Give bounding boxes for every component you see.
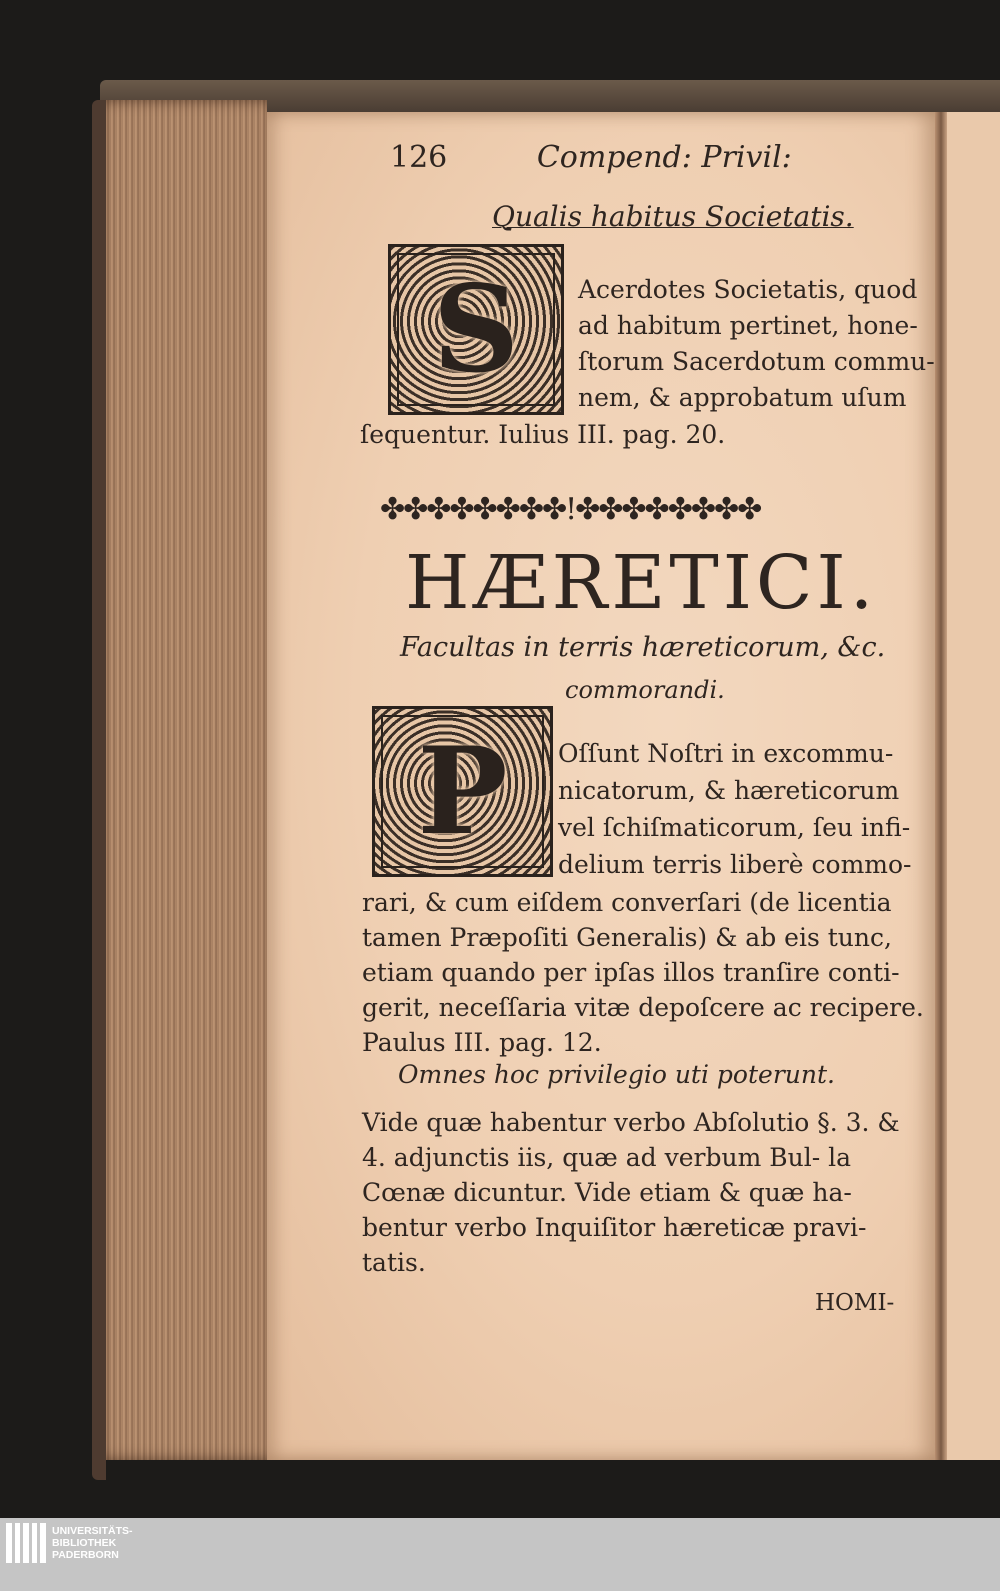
initial-letter: S bbox=[432, 259, 520, 400]
library-logo-icon bbox=[6, 1523, 46, 1563]
text-line: etiam quando per ipſas illos tranſire conti- bbox=[362, 958, 900, 987]
paragraph-habitus-last-line: ſequentur. Iulius III. pag. 20. bbox=[360, 420, 726, 449]
text-line: Vide quæ habentur verbo Abſolutio §. bbox=[362, 1108, 838, 1137]
privilege-note: Omnes hoc privilegio uti poterunt. bbox=[398, 1060, 835, 1089]
text-line: Acerdotes Societatis, quod bbox=[578, 275, 918, 304]
book-gutter bbox=[935, 112, 947, 1460]
ornamental-band: ✤✤✤✤✤✤✤✤!✤✤✤✤✤✤✤✤ bbox=[380, 492, 761, 527]
paragraph-vide bbox=[362, 1105, 912, 1280]
text-line: tatis. bbox=[362, 1248, 426, 1277]
running-title: Compend: Privil: bbox=[536, 140, 792, 175]
text-line: Oſſunt Noſtri in excommu- bbox=[558, 739, 894, 768]
decorated-initial-p bbox=[372, 706, 553, 877]
section-title: Qualis habitus Societatis. bbox=[492, 200, 854, 233]
library-logo-text: UNIVERSITÄTS- BIBLIOTHEK PADERBORN bbox=[52, 1525, 133, 1561]
page-edges bbox=[92, 100, 267, 1460]
decorated-initial-s bbox=[388, 244, 564, 415]
text-line: ad habitum pertinet, hone- bbox=[578, 311, 918, 340]
text-line: delium terris liberè commo- bbox=[558, 850, 912, 879]
text-line: gerit, neceſſaria vitæ depoſcere ac recipere. bbox=[362, 993, 924, 1022]
text-line: la Cœnæ dicuntur. Vide etiam & quæ ha- bbox=[362, 1143, 852, 1207]
paragraph-habitus bbox=[578, 272, 935, 416]
text-line: 3. & 4. adjunctis iis, quæ ad verbum Bul- bbox=[362, 1108, 900, 1172]
facing-page-edge bbox=[947, 112, 1000, 1460]
text-line: vel ſchiſmaticorum, ſeu infi- bbox=[558, 813, 911, 842]
section-heading: HÆRETICI. bbox=[405, 540, 878, 626]
initial-letter: P bbox=[417, 721, 508, 862]
page-number: 126 bbox=[390, 140, 448, 175]
subheading-line-2: commorandi. bbox=[565, 676, 725, 704]
subheading-line-1: Facultas in terris hæreticorum, &c. bbox=[400, 632, 886, 663]
library-logo bbox=[6, 1523, 133, 1563]
text-line: tamen Præpoſiti Generalis) & ab eis tunc, bbox=[362, 923, 892, 952]
catchword: HOMI- bbox=[815, 1290, 895, 1316]
paragraph-haeretici-full-width bbox=[362, 885, 924, 1060]
text-line: bentur verbo Inquiſitor hæreticæ pravi- bbox=[362, 1213, 867, 1242]
text-line: nem, & approbatum uſum bbox=[578, 383, 907, 412]
viewer-footer-bar bbox=[0, 1518, 1000, 1591]
running-header bbox=[390, 140, 792, 175]
text-line: ſtorum Sacerdotum commu- bbox=[578, 347, 935, 376]
paragraph-haeretici-beside-initial bbox=[558, 735, 913, 883]
text-line: rari, & cum eiſdem converſari (de licentia bbox=[362, 888, 892, 917]
book-cover-left bbox=[92, 100, 106, 1480]
text-line: nicatorum, & hæreticorum bbox=[558, 776, 900, 805]
text-line: Paulus III. pag. 12. bbox=[362, 1028, 602, 1057]
